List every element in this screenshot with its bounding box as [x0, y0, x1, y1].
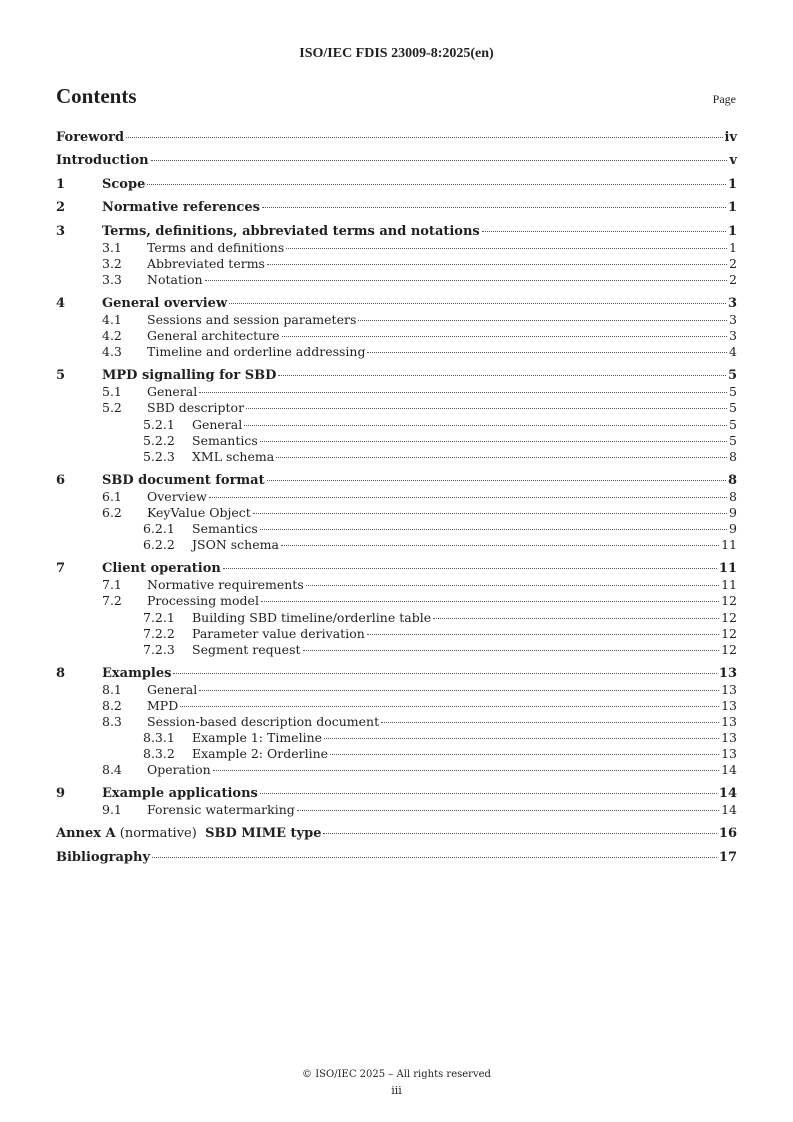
toc-entry[interactable] [56, 714, 737, 730]
toc-entry-title: Processing model [147, 593, 259, 608]
toc-entry[interactable] [56, 473, 737, 489]
toc-entry-page: 16 [718, 826, 737, 841]
toc-dot-leader [151, 159, 728, 161]
toc-entry-title: Terms, definitions, abbreviated terms and notations [102, 224, 480, 239]
toc-entry[interactable] [56, 521, 737, 537]
toc-entry-page: 13 [721, 698, 737, 713]
toc-entry-number: 4 [56, 296, 66, 311]
toc-entry[interactable] [56, 417, 737, 433]
toc-entry-title: KeyValue Object [147, 505, 251, 520]
toc-entry-title: Session-based description document [147, 714, 380, 729]
toc-dot-leader [278, 374, 726, 376]
toc-entry[interactable] [56, 626, 737, 642]
toc-entry-number: 8.2 [102, 698, 122, 713]
toc-entry-number: 3.2 [102, 256, 122, 271]
toc-entry-page: 14 [721, 762, 737, 777]
toc-entry-title: Semantics [192, 433, 258, 448]
toc-dot-leader [306, 584, 719, 586]
toc-entry[interactable] [56, 577, 737, 593]
toc-entry-page: 13 [721, 730, 737, 745]
toc-entry-page: 12 [721, 626, 737, 641]
toc-entry-title: Timeline and orderline addressing [147, 344, 366, 359]
toc-entry-title: Notation [147, 272, 203, 287]
toc-dot-leader [126, 136, 722, 138]
toc-entry-number: 6.2.1 [143, 521, 175, 536]
toc-entry[interactable] [56, 850, 737, 866]
toc-dot-leader [260, 440, 727, 442]
toc-entry-page: 3 [727, 296, 737, 311]
toc-entry-number: 6.2 [102, 505, 122, 520]
toc-entry-title: MPD [147, 698, 179, 713]
toc-dot-leader [229, 302, 726, 304]
toc-entry-number: 5.1 [102, 384, 122, 399]
toc-entry-title: Building SBD timeline/orderline table [192, 610, 432, 625]
toc-entry-title: Normative requirements [147, 577, 304, 592]
toc-entry[interactable] [56, 296, 737, 312]
toc-entry-title: Operation [147, 762, 211, 777]
toc-dot-leader [358, 319, 727, 321]
toc-entry-number: 5.2.1 [143, 417, 175, 432]
toc-entry-number: 1 [56, 177, 66, 192]
toc-entry[interactable] [56, 698, 737, 714]
toc-entry-number: 3.3 [102, 272, 122, 287]
toc-entry[interactable] [56, 153, 737, 169]
toc-entry-page: 12 [721, 642, 737, 657]
copyright-notice: © ISO/IEC 2025 – All rights reserved [302, 1069, 491, 1080]
toc-entry-title: General overview [102, 296, 228, 311]
toc-entry-page: 11 [721, 537, 737, 552]
toc-entry-page: 14 [718, 786, 737, 801]
toc-dot-leader [199, 689, 719, 691]
toc-entry-number: 5.2 [102, 400, 122, 415]
toc-dot-leader [246, 407, 727, 409]
toc-dot-leader [209, 496, 727, 498]
toc-entry-title: Foreword [56, 130, 125, 145]
toc-entry-number: 9 [56, 786, 66, 801]
toc-dot-leader [223, 567, 717, 569]
toc-dot-leader [433, 617, 719, 619]
toc-entry-page: iv [724, 130, 737, 145]
toc-entry-number: 6 [56, 473, 66, 488]
annex-label: Annex A [56, 826, 116, 841]
toc-entry-title: Forensic watermarking [147, 802, 295, 817]
toc-entry[interactable] [56, 642, 737, 658]
document-header: ISO/IEC FDIS 23009-8:2025(en) [299, 46, 494, 61]
toc-entry[interactable] [56, 224, 737, 240]
toc-dot-leader [244, 424, 727, 426]
toc-entry-number: 8.3.1 [143, 730, 175, 745]
toc-entry-page: 4 [729, 344, 737, 359]
toc-entry-page: 2 [729, 272, 737, 287]
toc-entry-title: Normative references [102, 200, 260, 215]
toc-entry-page: 12 [721, 593, 737, 608]
toc-entry[interactable] [56, 384, 737, 400]
toc-entry[interactable] [56, 272, 737, 288]
toc-entry-number: 8.3 [102, 714, 122, 729]
toc-entry-number: 7 [56, 561, 66, 576]
toc-dot-leader [276, 456, 727, 458]
toc-entry-page: 11 [721, 577, 737, 592]
toc-entry-page: 3 [729, 328, 737, 343]
toc-dot-leader [323, 832, 716, 834]
toc-entry-title: Scope [102, 177, 146, 192]
toc-dot-leader [267, 479, 726, 481]
toc-entry-number: 8.3.2 [143, 746, 175, 761]
toc-entry-page: 13 [721, 682, 737, 697]
toc-dot-leader [303, 649, 720, 651]
toc-entry-page: 3 [729, 312, 737, 327]
toc-entry-page: 13 [721, 714, 737, 729]
toc-entry-page: 1 [727, 200, 737, 215]
toc-entry-number: 5 [56, 368, 66, 383]
toc-entry-page: 8 [729, 489, 737, 504]
toc-dot-leader [330, 753, 719, 755]
toc-entry-number: 3 [56, 224, 66, 239]
annex-normative-note: (normative) [115, 826, 206, 841]
toc-dot-leader [367, 633, 719, 635]
toc-entry-number: 8.4 [102, 762, 122, 777]
toc-entry[interactable] [56, 344, 737, 360]
toc-entry[interactable] [56, 368, 737, 384]
toc-entry-title: SBD document format [102, 473, 265, 488]
toc-entry-number: 7.2.1 [143, 610, 175, 625]
toc-entry-title: Parameter value derivation [192, 626, 365, 641]
toc-entry-page: 9 [729, 521, 737, 536]
toc-entry-page: 2 [729, 256, 737, 271]
toc-entry[interactable] [56, 312, 737, 328]
toc-entry-number: 8 [56, 666, 66, 681]
toc-entry[interactable] [56, 826, 737, 842]
toc-entry[interactable] [56, 240, 737, 256]
toc-entry[interactable] [56, 593, 737, 609]
toc-entry-page: v [729, 153, 737, 168]
toc-entry-title: XML schema [192, 449, 275, 464]
toc-dot-leader [282, 335, 727, 337]
toc-entry-page: 5 [729, 417, 737, 432]
page-number: iii [391, 1084, 402, 1097]
toc-entry[interactable] [56, 505, 737, 521]
toc-entry-page: 8 [727, 473, 737, 488]
toc-dot-leader [267, 263, 727, 265]
toc-entry-title: General architecture [147, 328, 280, 343]
toc-entry-page: 5 [729, 384, 737, 399]
toc-dot-leader [262, 206, 726, 208]
toc-entry-title: Example applications [102, 786, 258, 801]
toc-entry-number: 4.3 [102, 344, 122, 359]
toc-entry[interactable] [56, 256, 737, 272]
toc-entry-title: Example 1: Timeline [192, 730, 323, 745]
toc-dot-leader [260, 792, 717, 794]
toc-entry-title: General [147, 384, 198, 399]
toc-entry-number: 6.1 [102, 489, 122, 504]
toc-dot-leader [297, 809, 719, 811]
toc-entry-number: 6.2.2 [143, 537, 175, 552]
toc-entry-title: Abbreviated terms [147, 256, 265, 271]
toc-entry-page: 17 [718, 850, 737, 865]
toc-entry-title: Bibliography [56, 850, 151, 865]
toc-dot-leader [213, 769, 719, 771]
toc-entry-title: Sessions and session parameters [147, 312, 357, 327]
toc-dot-leader [253, 512, 727, 514]
toc-entry-number: 7.1 [102, 577, 122, 592]
toc-entry-page: 5 [729, 400, 737, 415]
toc-entry[interactable] [56, 449, 737, 465]
toc-entry[interactable] [56, 762, 737, 778]
toc-entry-page: 1 [729, 240, 737, 255]
toc-dot-leader [281, 544, 719, 546]
toc-dot-leader [205, 279, 728, 281]
toc-entry-title: Segment request [192, 642, 301, 657]
toc-entry-number: 3.1 [102, 240, 122, 255]
toc-entry-title: General [192, 417, 243, 432]
toc-entry-title: Example 2: Orderline [192, 746, 329, 761]
toc-entry-title: Examples [102, 666, 172, 681]
toc-entry[interactable] [56, 561, 737, 577]
toc-entry-number: 7.2.2 [143, 626, 175, 641]
toc-entry-page: 1 [727, 177, 737, 192]
toc-entry[interactable] [56, 200, 737, 216]
toc-entry[interactable] [56, 682, 737, 698]
toc-entry[interactable] [56, 730, 737, 746]
toc-dot-leader [147, 183, 726, 185]
toc-entry-page: 5 [727, 368, 737, 383]
toc-entry-title: Overview [147, 489, 207, 504]
toc-entry[interactable] [56, 786, 737, 802]
toc-entry-title: MPD signalling for SBD [102, 368, 277, 383]
toc-entry-number: 7.2.3 [143, 642, 175, 657]
toc-dot-leader [482, 230, 726, 232]
toc-entry-title: Introduction [56, 153, 149, 168]
toc-dot-leader [199, 391, 727, 393]
toc-dot-leader [260, 528, 727, 530]
toc-entry-number: 4.1 [102, 312, 122, 327]
toc-entry-number: 7.2 [102, 593, 122, 608]
toc-dot-leader [367, 351, 727, 353]
toc-entry[interactable] [56, 610, 737, 626]
toc-entry-title: Client operation [102, 561, 221, 576]
toc-entry-page: 8 [729, 449, 737, 464]
toc-dot-leader [180, 705, 719, 707]
toc-entry-page: 5 [729, 433, 737, 448]
toc-entry-number: 5.2.2 [143, 433, 175, 448]
toc-entry[interactable] [56, 537, 737, 553]
toc-entry-page: 13 [721, 746, 737, 761]
toc-entry-number: 9.1 [102, 802, 122, 817]
toc-entry[interactable] [56, 666, 737, 682]
toc-entry-title: General [147, 682, 198, 697]
toc-entry-title [56, 826, 321, 842]
toc-entry-page: 11 [718, 561, 737, 576]
annex-title: SBD MIME type [205, 826, 322, 841]
toc-entry-page: 12 [721, 610, 737, 625]
toc-entry[interactable] [56, 489, 737, 505]
toc-entry[interactable] [56, 433, 737, 449]
toc-entry-title: Semantics [192, 521, 258, 536]
contents-heading: Contents [56, 84, 137, 108]
toc-entry[interactable] [56, 802, 737, 818]
toc-entry[interactable] [56, 400, 737, 416]
toc-dot-leader [381, 721, 719, 723]
toc-dot-leader [324, 737, 719, 739]
toc-entry-title: Terms and definitions [147, 240, 285, 255]
toc-entry-number: 8.1 [102, 682, 122, 697]
toc-entry-title: JSON schema [192, 537, 279, 552]
toc-dot-leader [152, 856, 717, 858]
page-column-label: Page [712, 92, 736, 106]
toc-entry-number: 2 [56, 200, 66, 215]
toc-entry-page: 1 [727, 224, 737, 239]
toc-entry[interactable] [56, 130, 737, 146]
toc-entry-title: SBD descriptor [147, 400, 245, 415]
toc-entry[interactable] [56, 177, 737, 193]
toc-entry[interactable] [56, 328, 737, 344]
toc-entry-page: 13 [718, 666, 737, 681]
toc-dot-leader [173, 672, 716, 674]
toc-entry-number: 5.2.3 [143, 449, 175, 464]
page-footer [0, 1067, 793, 1099]
toc-entry-page: 9 [729, 505, 737, 520]
toc-dot-leader [286, 247, 727, 249]
toc-dot-leader [261, 600, 719, 602]
toc-entry-page: 14 [721, 802, 737, 817]
toc-entry-number: 4.2 [102, 328, 122, 343]
toc-entry[interactable] [56, 746, 737, 762]
